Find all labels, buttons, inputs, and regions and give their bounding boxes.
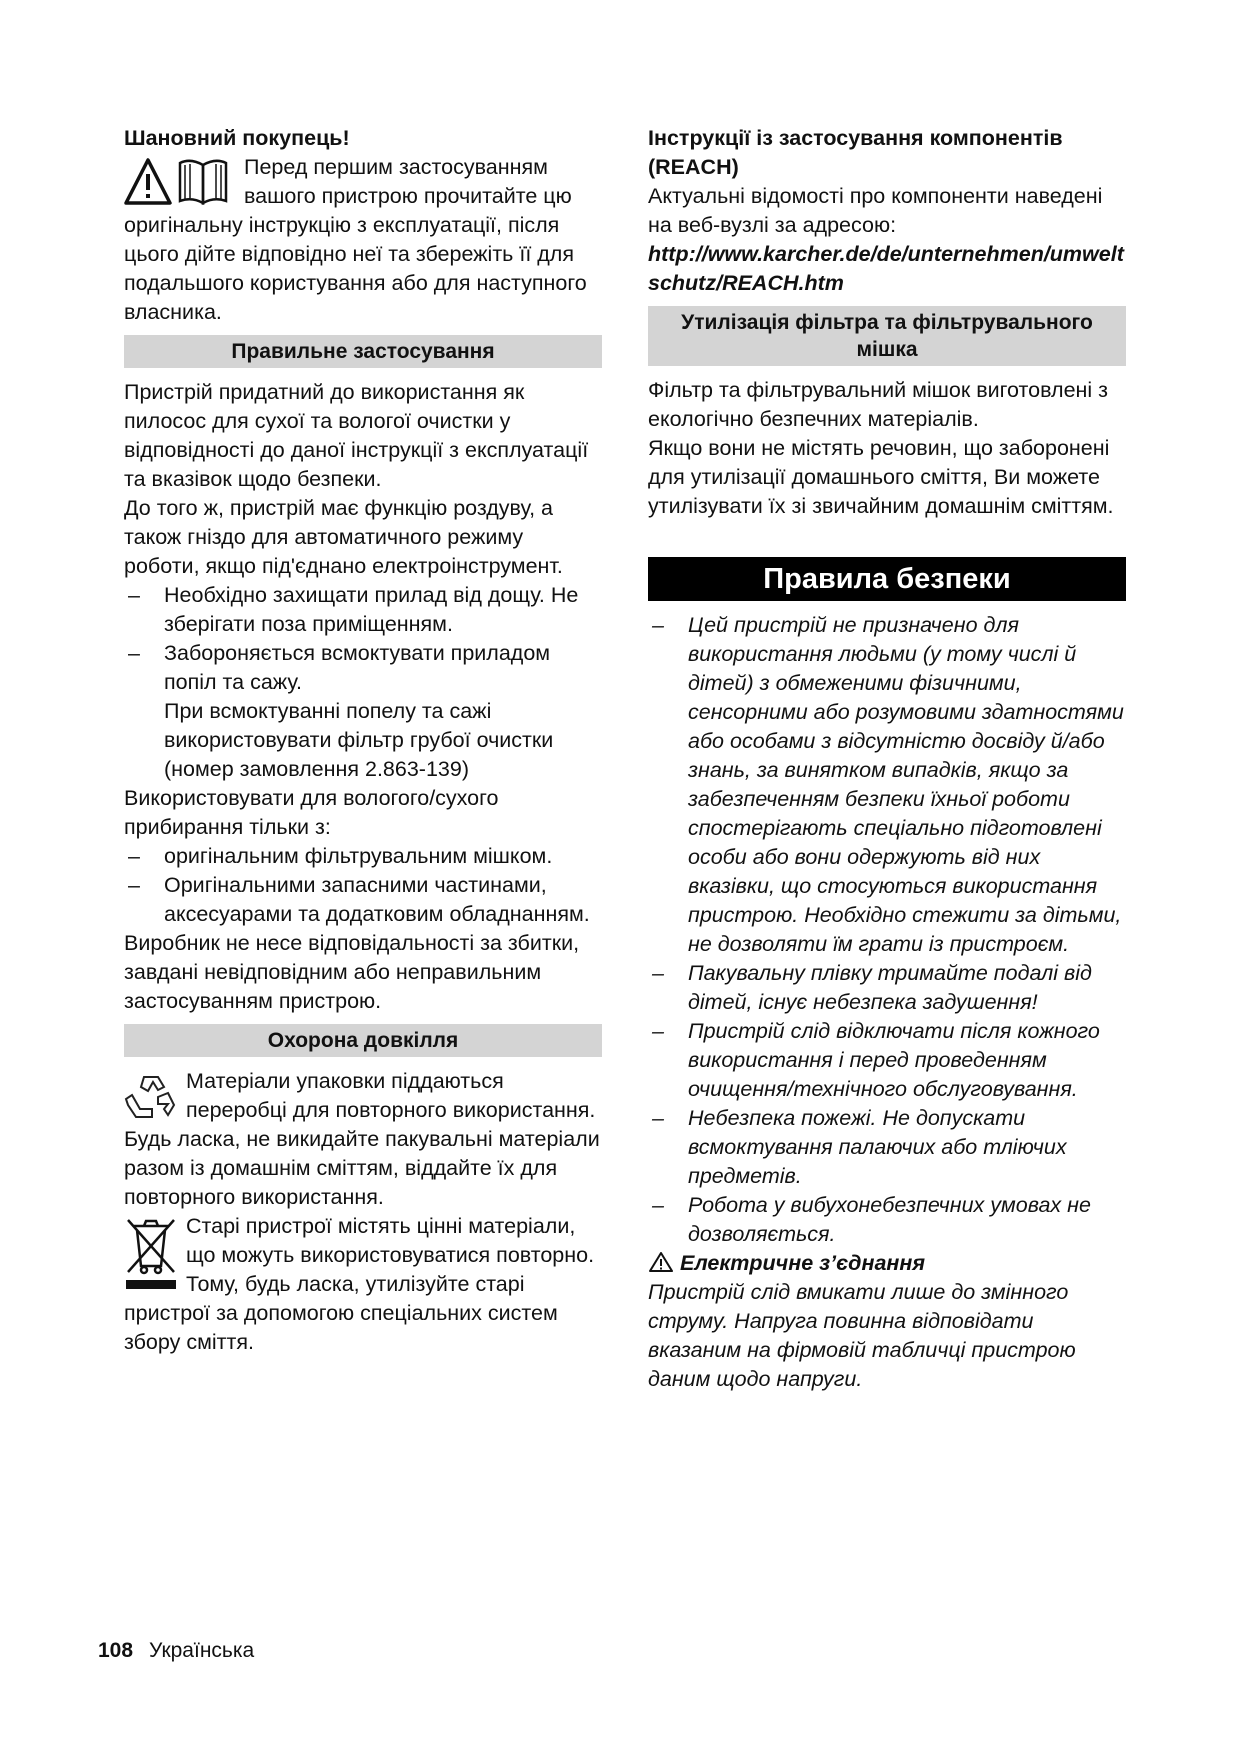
safety-dash-1: – Цей пристрій не призначено для використання людьми (у тому числі й дітей) з обмеженими фізичними, сенсорними або розумовими здатностями або особами з відсутністю досвіду й/або знань, за винятком випадків, якщо за забезпеченням безпеки їхньої роботи спостерігають спеціально підготовлені особи або вони одержують від них вказівки, що стосуються використання пристрою. Необхідно стежити за дітьми, не дозволяти їм грати із пристроєм.: [648, 611, 1126, 959]
reach-text: Актуальні відомості про компоненти наведені на веб-вузлі за адресою:: [648, 184, 1103, 237]
safety-dash-4: – Небезпека пожежі. Не допускати всмоктування палаючих або тліючих предметів.: [648, 1104, 1126, 1191]
safety-heading: Правила безпеки: [648, 557, 1126, 601]
reach-title: Інструкції із застосування компонентів (REACH): [648, 126, 1063, 179]
reach-link[interactable]: http://www.karcher.de/de/unternehmen/umweltschutz/REACH.htm: [648, 242, 1124, 295]
filter-disposal-heading: Утилізація фільтра та фільтрувального мішка: [648, 306, 1126, 366]
electric-text: Пристрій слід вмикати лише до змінного струму. Напруга повинна відповідати вказаним на фірмовій табличці пристрою даним щодо напруги.: [648, 1280, 1076, 1391]
proper-use-dash-1: – Необхідно захищати прилад від дощу. Не зберігати поза приміщенням.: [124, 581, 602, 639]
right-column: [648, 124, 1126, 1394]
environment-paragraph-1: Матеріали упаковки піддаються переробці для повторного використання. Будь ласка, не викидайте пакувальні матеріали разом із домашнім сміттям, віддайте їх для повторного використання.: [124, 1069, 600, 1209]
left-column: [124, 124, 602, 1357]
footer-language: Українська: [149, 1639, 255, 1662]
safety-dash-3: – Пристрій слід відключати після кожного використання і перед проведенням очищення/технічного обслуговування.: [648, 1017, 1126, 1104]
proper-use-paragraph-1: Пристрій придатний до використання як пилосос для сухої та вологої очистки у відповідності до даної інструкції з експлуатації та вказівок щодо безпеки.: [124, 380, 589, 491]
safety-dash-2: – Пакувальну плівку тримайте подалі від дітей, існує небезпека задушення!: [648, 959, 1126, 1017]
electric-heading-line: [648, 1249, 1126, 1278]
safety-dash-5: – Робота у вибухонебезпечних умовах не дозволяється.: [648, 1191, 1126, 1249]
proper-use-dash-2-note: При всмоктуванні попелу та сажі використовувати фільтр грубої очистки (номер замовлення 2.863-139): [164, 699, 554, 781]
proper-use-dash-2: – Забороняється всмоктувати приладом попіл та сажу.: [124, 639, 602, 697]
proper-use-dash-3: – оригінальним фільтрувальним мішком.: [124, 842, 602, 871]
proper-use-heading: Правильне застосування: [124, 335, 602, 368]
environment-paragraph-2: Старі пристрої містять цінні матеріали, що можуть використовуватися повторно. Тому, будь ласка, утилізуйте старі пристрої за допомогою спеціальних систем збору сміття.: [124, 1214, 595, 1354]
warning-manual-icon: [124, 157, 236, 207]
proper-use-dash-4: – Оригінальними запасними частинами, аксесуарами та додатковим обладнанням.: [124, 871, 602, 929]
page-footer: [98, 1637, 254, 1665]
warning-icon: [648, 1251, 674, 1273]
electric-heading: Електричне з’єднання: [680, 1251, 926, 1275]
recycle-icon: [124, 1071, 178, 1123]
crossed-bin-icon: [124, 1216, 178, 1292]
proper-use-paragraph-3: Використовувати для вологого/сухого прибирання тільки з:: [124, 786, 499, 839]
proper-use-paragraph-4: Виробник не несе відповідальності за збитки, завдані невідповідним або неправильним застосуванням пристрою.: [124, 931, 580, 1013]
proper-use-paragraph-2: До того ж, пристрій має функцію роздуву, а також гніздо для автоматичного режиму роботи, якщо під'єднано електроінструмент.: [124, 496, 563, 578]
greeting-title: Шановний покупець!: [124, 126, 350, 150]
filter-paragraph-2: Якщо вони не містять речовин, що заборонені для утилізації домашнього сміття, Ви можете утилізувати їх зі звичайним домашнім сміттям.: [648, 436, 1114, 518]
environment-heading: Охорона довкілля: [124, 1024, 602, 1057]
greeting-text: Перед першим застосуванням вашого пристрою прочитайте цю оригінальну інструкцію з експлуатації, після цього дійте відповідно неї та збережіть її для подальшого користування або для наступного власника.: [124, 155, 587, 324]
page-number: 108: [98, 1639, 134, 1662]
filter-paragraph-1: Фільтр та фільтрувальний мішок виготовлені з екологічно безпечних матеріалів.: [648, 378, 1109, 431]
